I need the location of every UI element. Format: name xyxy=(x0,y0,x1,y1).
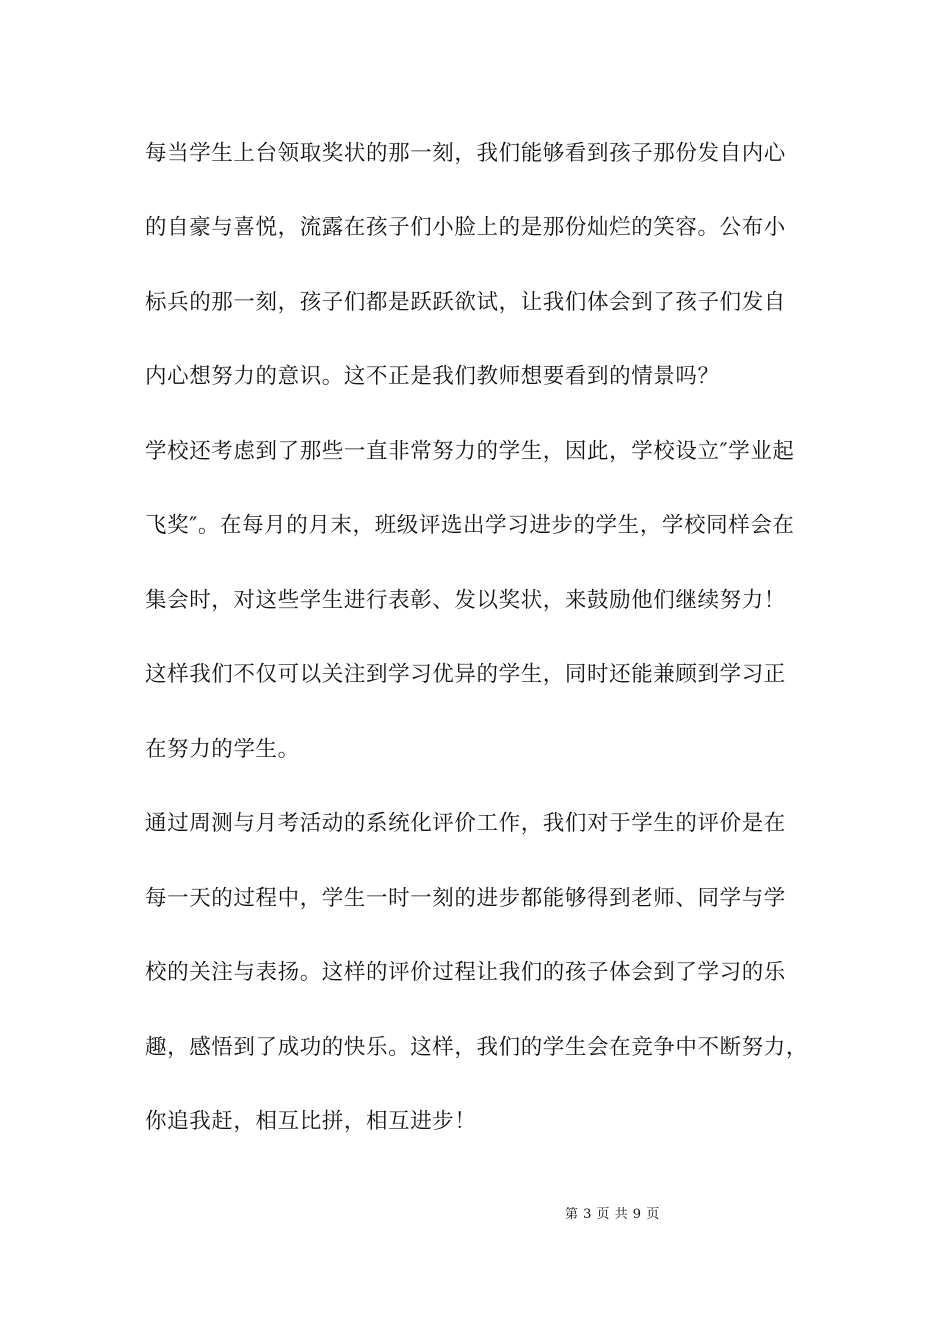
body-text-line: 集会时，对这些学生进行表彰、发以奖状，来鼓励他们继续努力！ xyxy=(145,588,786,613)
body-text-line: 内心想努力的意识。这不正是我们教师想要看到的情景吗？ xyxy=(145,364,720,389)
body-text-line: 这样我们不仅可以关注到学习优异的学生，同时还能兼顾到学习正 xyxy=(145,662,786,687)
body-text-line: 标兵的那一刻，孩子们都是跃跃欲试，让我们体会到了孩子们发自 xyxy=(145,290,786,315)
body-text-line: 每当学生上台领取奖状的那一刻，我们能够看到孩子那份发自内心 xyxy=(145,141,786,166)
body-text-line: 你追我赶，相互比拼，相互进步！ xyxy=(145,1109,477,1134)
body-text-line: 学校还考虑到了那些一直非常努力的学生，因此，学校设立″学业起 xyxy=(145,439,795,464)
body-text-line: 通过周测与月考活动的系统化评价工作，我们对于学生的评价是在 xyxy=(145,811,786,836)
body-text-line: 每一天的过程中，学生一时一刻的进步都能够得到老师、同学与学 xyxy=(145,886,786,911)
body-text-line: 飞奖″。在每月的月末，班级评选出学习进步的学生，学校同样会在 xyxy=(145,513,795,538)
body-text-line: 在努力的学生。 xyxy=(145,737,300,762)
body-text-line: 校的关注与表扬。这样的评价过程让我们的孩子体会到了学习的乐 xyxy=(145,960,786,985)
body-text-line: 的自豪与喜悦，流露在孩子们小脸上的是那份灿烂的笑容。公布小 xyxy=(145,215,786,240)
page-number: 第 3 页 共 9 页 xyxy=(565,1207,660,1222)
body-text-line: 趣，感悟到了成功的快乐。这样，我们的学生会在竞争中不断努力， xyxy=(145,1035,809,1060)
